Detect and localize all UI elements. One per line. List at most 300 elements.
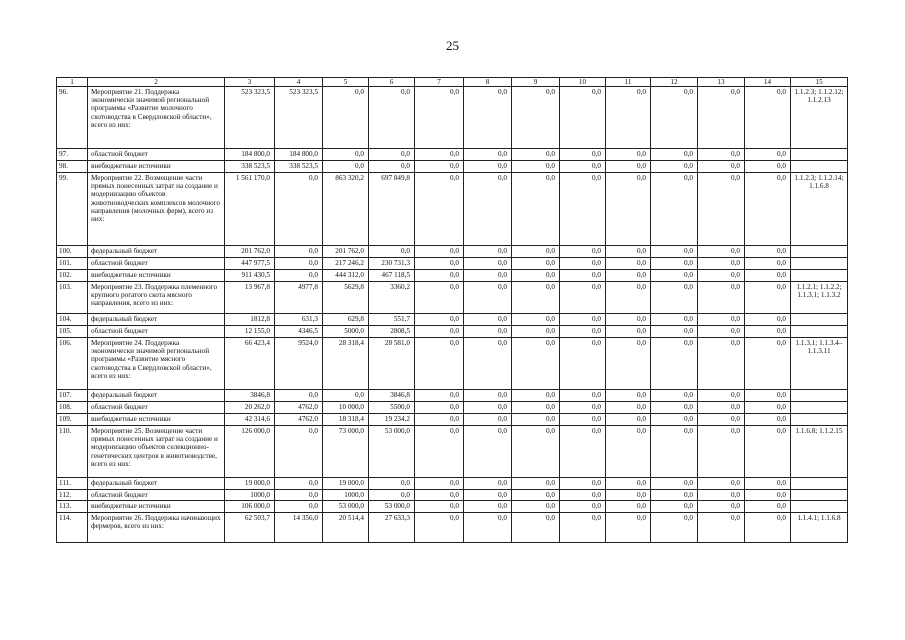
value-cell: 106 000,0 [225,501,275,513]
table-row [57,270,848,282]
value-cell: 42 314,6 [225,414,275,426]
table-row [57,282,848,314]
row-title: областной бюджет [88,149,225,161]
value-cell: 697 849,8 [369,173,415,246]
target-reference [791,402,848,414]
page-number: 25 [446,38,459,53]
row-title: областной бюджет [88,490,225,501]
value-cell: 0,0 [560,282,606,314]
value-cell: 0,0 [415,501,464,513]
value-cell: 0,0 [512,270,560,282]
value-cell: 0,0 [745,173,791,246]
column-header: 4 [275,78,323,87]
row-number: 109. [57,414,88,426]
value-cell: 629,8 [323,314,369,326]
value-cell: 0,0 [464,402,512,414]
value-cell: 27 633,3 [369,513,415,543]
value-cell: 53 000,0 [369,501,415,513]
table-row [57,173,848,246]
value-cell: 0,0 [606,282,651,314]
row-title: внебюджетные источники [88,501,225,513]
row-title: внебюджетные источники [88,270,225,282]
value-cell: 0,0 [369,87,415,149]
value-cell: 0,0 [606,490,651,501]
value-cell: 0,0 [745,426,791,478]
value-cell: 184 800,0 [225,149,275,161]
value-cell: 28 318,4 [323,338,369,390]
table-row [57,478,848,490]
value-cell: 19 234,2 [369,414,415,426]
value-cell: 0,0 [698,314,745,326]
value-cell: 0,0 [698,390,745,402]
target-reference [791,490,848,501]
value-cell: 0,0 [464,173,512,246]
value-cell: 0,0 [606,87,651,149]
value-cell: 0,0 [651,149,698,161]
row-number: 108. [57,402,88,414]
value-cell: 0,0 [369,161,415,173]
value-cell: 18 318,4 [323,414,369,426]
value-cell: 0,0 [606,402,651,414]
value-cell: 0,0 [415,338,464,390]
value-cell: 0,0 [464,161,512,173]
value-cell: 0,0 [698,149,745,161]
value-cell: 0,0 [606,258,651,270]
value-cell: 0,0 [698,173,745,246]
table-row [57,161,848,173]
column-header: 12 [651,78,698,87]
row-number: 107. [57,390,88,402]
row-number: 103. [57,282,88,314]
value-cell: 0,0 [745,338,791,390]
row-title: внебюджетные источники [88,414,225,426]
value-cell: 0,0 [464,414,512,426]
value-cell: 0,0 [560,149,606,161]
value-cell: 0,0 [464,270,512,282]
value-cell: 0,0 [651,426,698,478]
row-number: 104. [57,314,88,326]
value-cell: 0,0 [606,173,651,246]
row-title: областной бюджет [88,258,225,270]
value-cell: 0,0 [745,326,791,338]
value-cell: 0,0 [560,390,606,402]
value-cell: 0,0 [464,501,512,513]
value-cell: 3846,8 [225,390,275,402]
row-number: 110. [57,426,88,478]
value-cell: 0,0 [415,414,464,426]
value-cell: 20 514,4 [323,513,369,543]
value-cell: 0,0 [275,173,323,246]
value-cell: 0,0 [323,390,369,402]
value-cell: 28 581,0 [369,338,415,390]
value-cell: 0,0 [698,513,745,543]
value-cell: 0,0 [606,270,651,282]
value-cell: 523 323,5 [275,87,323,149]
value-cell: 1000,0 [225,490,275,501]
column-header: 11 [606,78,651,87]
value-cell: 73 000,0 [323,426,369,478]
value-cell: 0,0 [651,414,698,426]
value-cell: 13 967,8 [225,282,275,314]
value-cell: 0,0 [606,426,651,478]
value-cell: 4977,8 [275,282,323,314]
value-cell: 0,0 [560,258,606,270]
row-number: 101. [57,258,88,270]
value-cell: 0,0 [698,161,745,173]
value-cell: 0,0 [745,402,791,414]
value-cell: 0,0 [698,87,745,149]
value-cell: 0,0 [415,282,464,314]
value-cell: 0,0 [606,149,651,161]
value-cell: 0,0 [698,402,745,414]
target-reference [791,501,848,513]
value-cell: 9524,0 [275,338,323,390]
value-cell: 10 000,0 [323,402,369,414]
value-cell: 0,0 [512,161,560,173]
value-cell: 551,7 [369,314,415,326]
value-cell: 1000,0 [323,490,369,501]
target-reference [791,149,848,161]
value-cell: 0,0 [560,501,606,513]
value-cell: 2808,5 [369,326,415,338]
target-reference [791,390,848,402]
value-cell: 0,0 [369,490,415,501]
value-cell: 0,0 [560,338,606,390]
value-cell: 0,0 [464,326,512,338]
value-cell: 0,0 [560,246,606,258]
value-cell: 3360,2 [369,282,415,314]
value-cell: 0,0 [512,513,560,543]
value-cell: 19 000,0 [225,478,275,490]
value-cell: 0,0 [698,501,745,513]
value-cell: 0,0 [512,338,560,390]
target-reference [791,258,848,270]
row-number: 99. [57,173,88,246]
value-cell: 0,0 [415,490,464,501]
value-cell: 0,0 [651,326,698,338]
value-cell: 0,0 [560,161,606,173]
value-cell: 0,0 [464,478,512,490]
row-number: 114. [57,513,88,543]
value-cell: 0,0 [651,270,698,282]
table-row [57,338,848,390]
value-cell: 0,0 [415,161,464,173]
value-cell: 0,0 [560,314,606,326]
target-reference: 1.1.3.1; 1.1.3.4– 1.1.3.11 [791,338,848,390]
target-reference: 1.1.2.3; 1.1.2.12; 1.1.2.13 [791,87,848,149]
value-cell: 0,0 [560,173,606,246]
value-cell: 0,0 [512,173,560,246]
value-cell: 0,0 [606,338,651,390]
row-number: 97. [57,149,88,161]
value-cell: 0,0 [415,314,464,326]
table-row [57,513,848,543]
value-cell: 467 118,5 [369,270,415,282]
value-cell: 0,0 [651,338,698,390]
row-title: Мероприятие 23. Поддержка племенного крупного рогатого скота мясного направления, всего из них: [88,282,225,314]
value-cell: 0,0 [745,282,791,314]
value-cell: 62 503,7 [225,513,275,543]
value-cell: 0,0 [560,490,606,501]
value-cell: 0,0 [560,326,606,338]
value-cell: 0,0 [745,490,791,501]
value-cell: 0,0 [415,87,464,149]
value-cell: 0,0 [560,414,606,426]
value-cell: 0,0 [698,338,745,390]
value-cell: 0,0 [745,270,791,282]
value-cell: 0,0 [698,326,745,338]
value-cell: 0,0 [698,246,745,258]
value-cell: 0,0 [323,161,369,173]
value-cell: 0,0 [512,87,560,149]
value-cell: 0,0 [745,513,791,543]
value-cell: 184 800,0 [275,149,323,161]
target-reference [791,478,848,490]
value-cell: 201 762,0 [323,246,369,258]
value-cell: 0,0 [464,490,512,501]
value-cell: 0,0 [698,478,745,490]
value-cell: 1812,8 [225,314,275,326]
column-header: 14 [745,78,791,87]
value-cell: 0,0 [464,426,512,478]
value-cell: 0,0 [698,258,745,270]
value-cell: 447 977,5 [225,258,275,270]
column-header: 5 [323,78,369,87]
value-cell: 0,0 [606,414,651,426]
value-cell: 0,0 [464,390,512,402]
value-cell: 911 430,5 [225,270,275,282]
value-cell: 0,0 [512,402,560,414]
row-title: федеральный бюджет [88,478,225,490]
column-header: 8 [464,78,512,87]
program-table [56,77,848,543]
value-cell: 0,0 [651,402,698,414]
value-cell: 0,0 [323,149,369,161]
value-cell: 0,0 [651,390,698,402]
row-number: 113. [57,501,88,513]
value-cell: 0,0 [464,87,512,149]
target-reference [791,270,848,282]
row-title: федеральный бюджет [88,314,225,326]
value-cell: 0,0 [606,314,651,326]
target-reference [791,161,848,173]
value-cell: 0,0 [651,501,698,513]
value-cell: 338 523,5 [225,161,275,173]
table-row [57,414,848,426]
value-cell: 0,0 [464,314,512,326]
value-cell: 0,0 [415,149,464,161]
value-cell: 0,0 [745,478,791,490]
column-header: 2 [88,78,225,87]
value-cell: 0,0 [464,338,512,390]
value-cell: 126 000,0 [225,426,275,478]
value-cell: 0,0 [512,501,560,513]
value-cell: 201 762,0 [225,246,275,258]
value-cell: 338 523,5 [275,161,323,173]
value-cell: 5500,0 [369,402,415,414]
value-cell: 0,0 [651,87,698,149]
value-cell: 12 155,0 [225,326,275,338]
value-cell: 444 312,0 [323,270,369,282]
value-cell: 0,0 [512,426,560,478]
value-cell: 0,0 [698,414,745,426]
value-cell: 0,0 [415,270,464,282]
header-row [57,78,848,87]
value-cell: 0,0 [606,478,651,490]
value-cell: 0,0 [512,326,560,338]
table-row [57,501,848,513]
row-number: 111. [57,478,88,490]
column-header: 9 [512,78,560,87]
table-row [57,314,848,326]
row-number: 106. [57,338,88,390]
value-cell: 0,0 [275,270,323,282]
value-cell: 0,0 [415,246,464,258]
row-title: Мероприятие 21. Поддержка экономически значимой региональной программы «Развитие молочного скотоводства в Свердловской области», всего из них: [88,87,225,149]
column-header: 1 [57,78,88,87]
table-row [57,258,848,270]
target-reference: 1.1.4.1; 1.1.6.8 [791,513,848,543]
value-cell: 0,0 [745,501,791,513]
value-cell: 0,0 [745,161,791,173]
value-cell: 0,0 [464,282,512,314]
table-row [57,490,848,501]
value-cell: 0,0 [415,426,464,478]
value-cell: 0,0 [745,87,791,149]
table-row [57,246,848,258]
value-cell: 0,0 [698,426,745,478]
target-reference: 1.1.6.8; 1.1.2.15 [791,426,848,478]
row-title: Мероприятие 26. Поддержка начинающих фермеров, всего из них: [88,513,225,543]
value-cell: 0,0 [745,390,791,402]
value-cell: 0,0 [415,402,464,414]
value-cell: 0,0 [606,326,651,338]
value-cell: 0,0 [369,246,415,258]
value-cell: 4762,0 [275,414,323,426]
value-cell: 14 356,0 [275,513,323,543]
value-cell: 0,0 [560,87,606,149]
target-reference: 1.1.2.3; 1.1.2.14; 1.1.6.8 [791,173,848,246]
value-cell: 0,0 [323,87,369,149]
row-title: областной бюджет [88,326,225,338]
value-cell: 0,0 [369,149,415,161]
value-cell: 53 000,0 [369,426,415,478]
value-cell: 0,0 [512,478,560,490]
column-header: 6 [369,78,415,87]
value-cell: 0,0 [275,258,323,270]
value-cell: 0,0 [651,513,698,543]
value-cell: 0,0 [606,390,651,402]
table-row [57,390,848,402]
row-number: 102. [57,270,88,282]
value-cell: 0,0 [415,326,464,338]
value-cell: 0,0 [415,390,464,402]
value-cell: 5000,0 [323,326,369,338]
value-cell: 0,0 [464,513,512,543]
value-cell: 0,0 [606,513,651,543]
value-cell: 0,0 [512,314,560,326]
value-cell: 0,0 [698,282,745,314]
target-reference [791,414,848,426]
value-cell: 0,0 [745,149,791,161]
value-cell: 0,0 [745,414,791,426]
value-cell: 0,0 [745,258,791,270]
value-cell: 0,0 [415,513,464,543]
row-title: федеральный бюджет [88,390,225,402]
value-cell: 0,0 [651,173,698,246]
row-title: внебюджетные источники [88,161,225,173]
value-cell: 0,0 [464,258,512,270]
value-cell: 66 423,4 [225,338,275,390]
row-number: 112. [57,490,88,501]
value-cell: 0,0 [698,490,745,501]
value-cell: 0,0 [651,490,698,501]
value-cell: 0,0 [369,478,415,490]
value-cell: 0,0 [415,258,464,270]
value-cell: 0,0 [512,390,560,402]
value-cell: 0,0 [651,246,698,258]
row-number: 98. [57,161,88,173]
value-cell: 0,0 [512,490,560,501]
value-cell: 0,0 [560,478,606,490]
value-cell: 0,0 [275,501,323,513]
value-cell: 0,0 [745,314,791,326]
value-cell: 0,0 [651,314,698,326]
table-row [57,402,848,414]
row-title: Мероприятие 22. Возмещение части прямых понесенных затрат на создание и модернизацию объектов животноводческих комплексов молочного направления (молочных ферм), всего из них: [88,173,225,246]
value-cell: 0,0 [560,402,606,414]
value-cell: 0,0 [745,246,791,258]
value-cell: 0,0 [512,282,560,314]
row-title: Мероприятие 25. Возмещение части прямых понесенных затрат на создание и модернизацию объектов селекционно-генетических центров в животноводстве, всего из них: [88,426,225,478]
value-cell: 217 246,2 [323,258,369,270]
value-cell: 0,0 [512,258,560,270]
target-reference [791,246,848,258]
value-cell: 0,0 [651,282,698,314]
row-number: 96. [57,87,88,149]
value-cell: 20 262,0 [225,402,275,414]
column-header: 13 [698,78,745,87]
value-cell: 0,0 [275,478,323,490]
row-title: Мероприятие 24. Поддержка экономически значимой региональной программы «Развитие мясного скотоводства в Свердловской области», всего из них: [88,338,225,390]
value-cell: 0,0 [464,246,512,258]
column-header: 7 [415,78,464,87]
value-cell: 230 731,3 [369,258,415,270]
value-cell: 0,0 [606,161,651,173]
value-cell: 0,0 [512,414,560,426]
table-row [57,326,848,338]
table-row [57,426,848,478]
value-cell: 0,0 [512,149,560,161]
row-title: областной бюджет [88,402,225,414]
value-cell: 863 320,2 [323,173,369,246]
value-cell: 0,0 [415,173,464,246]
value-cell: 523 323,5 [225,87,275,149]
row-number: 105. [57,326,88,338]
value-cell: 1 561 170,0 [225,173,275,246]
value-cell: 5629,8 [323,282,369,314]
target-reference [791,326,848,338]
value-cell: 0,0 [560,270,606,282]
value-cell: 53 000,0 [323,501,369,513]
target-reference [791,314,848,326]
value-cell: 0,0 [606,246,651,258]
value-cell: 0,0 [698,270,745,282]
value-cell: 0,0 [512,246,560,258]
row-title: федеральный бюджет [88,246,225,258]
value-cell: 0,0 [651,478,698,490]
value-cell: 0,0 [560,513,606,543]
